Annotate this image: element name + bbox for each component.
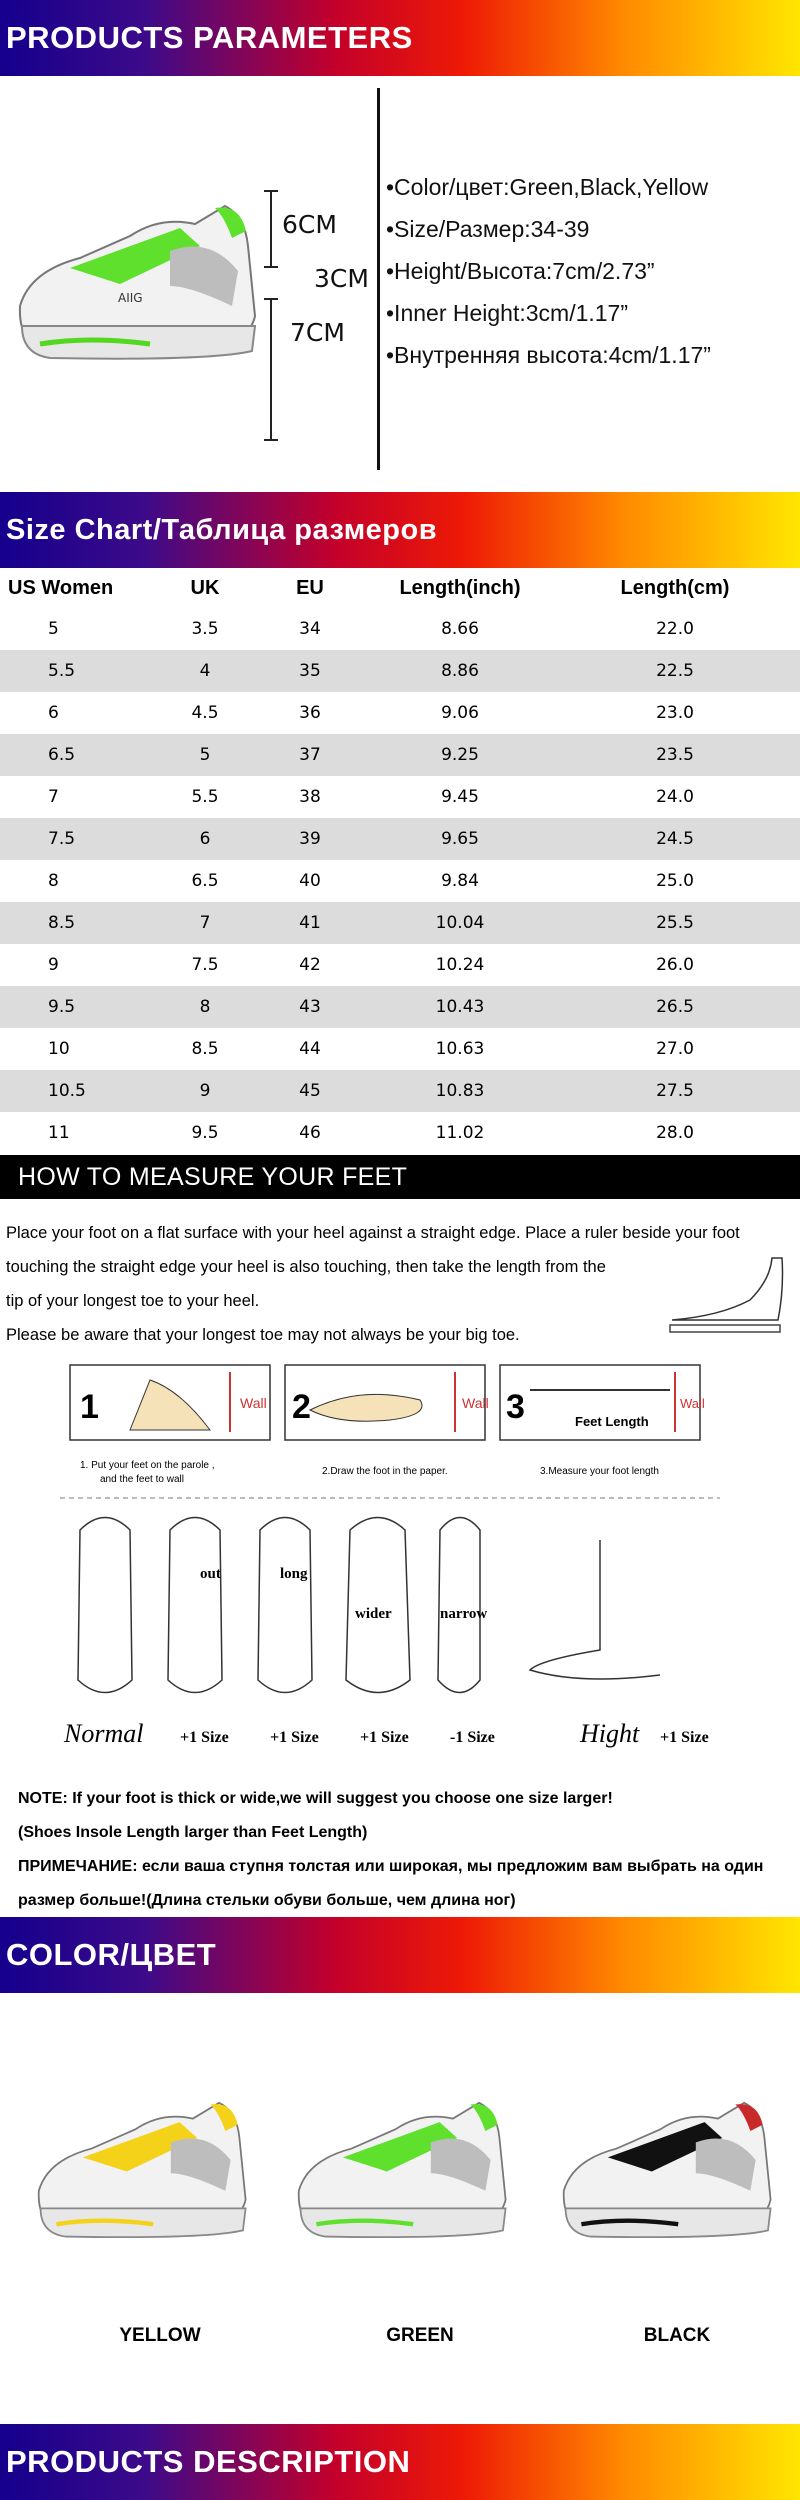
step-2-number: 2 <box>292 1388 311 1426</box>
size-chart-table <box>0 568 800 1154</box>
foot-label-narrow: narrow <box>440 1606 488 1622</box>
step-1-tag: Wall <box>240 1395 267 1411</box>
cell-length-cm: 25.5 <box>656 913 694 933</box>
cell-eu: 43 <box>299 997 321 1017</box>
cell-uk: 9 <box>199 1081 211 1101</box>
cell-length-inch: 11.02 <box>435 1123 485 1143</box>
cell-eu: 44 <box>299 1039 321 1059</box>
cell-length-cm: 26.0 <box>656 955 694 975</box>
banner-title: COLOR/ЦВЕТ <box>6 1937 217 1972</box>
cell-us: 7 <box>48 787 59 807</box>
banner-size-chart <box>0 492 800 568</box>
label-size-3: +1 Size <box>360 1729 409 1746</box>
banner-title: PRODUCTS DESCRIPTION <box>6 2444 411 2479</box>
table-row <box>0 1070 800 1112</box>
cell-us: 6 <box>48 703 59 723</box>
cell-length-cm: 24.5 <box>656 829 694 849</box>
label-normal: Normal <box>64 1719 144 1748</box>
product-shoe-image <box>10 176 260 366</box>
step-3-tag: Wall <box>680 1396 705 1411</box>
dim-upper-height: 6CM <box>282 210 337 239</box>
step-2-tag: Wall <box>462 1395 489 1411</box>
note-ru: ПРИМЕЧАНИЕ: если ваша ступня толстая или широкая, мы предложим вам выбрать на один <box>18 1858 764 1875</box>
table-row <box>0 986 800 1028</box>
params-section <box>0 76 800 492</box>
banner-description <box>0 2424 800 2500</box>
note-en-2: (Shoes Insole Length larger than Feet Length) <box>18 1824 368 1841</box>
header-length-inch: Length(inch) <box>399 576 521 599</box>
cell-eu: 38 <box>299 787 321 807</box>
divider <box>377 88 380 470</box>
cell-length-inch: 8.86 <box>441 661 479 681</box>
cell-length-cm: 24.0 <box>656 787 694 807</box>
cell-length-inch: 10.24 <box>435 955 485 975</box>
cell-length-cm: 28.0 <box>656 1123 694 1143</box>
cell-us: 5 <box>48 619 59 639</box>
cell-eu: 40 <box>299 871 321 891</box>
step-2-caption: 2.Draw the foot in the paper. <box>322 1466 448 1477</box>
ruler-foot-icon <box>660 1250 795 1340</box>
cell-length-inch: 10.63 <box>435 1039 485 1059</box>
header-us: US Women <box>8 576 114 599</box>
cell-length-inch: 9.45 <box>441 787 479 807</box>
label-high: Hight <box>580 1719 640 1748</box>
table-row <box>0 608 800 650</box>
cell-us: 10 <box>48 1039 70 1059</box>
cell-uk: 6 <box>199 829 211 849</box>
cell-eu: 37 <box>299 745 321 765</box>
cell-uk: 7 <box>199 913 211 933</box>
table-row <box>0 734 800 776</box>
spec-size: •Size/Размер:34-39 <box>386 216 590 242</box>
banner-params <box>0 0 800 76</box>
step-1-number: 1 <box>80 1388 99 1426</box>
cell-length-cm: 26.5 <box>656 997 694 1017</box>
measure-line-3: tip of your longest toe to your heel. <box>6 1292 260 1310</box>
table-row <box>0 818 800 860</box>
color-label-yellow: YELLOW <box>119 2325 201 2346</box>
cell-us: 9 <box>48 955 59 975</box>
color-label-green: GREEN <box>386 2325 454 2346</box>
cell-uk: 5.5 <box>191 787 219 807</box>
step-3-caption: 3.Measure your foot length <box>540 1466 659 1477</box>
cell-eu: 45 <box>299 1081 321 1101</box>
step-1-caption: 1. Put your feet on the parole , <box>80 1460 215 1471</box>
cell-us: 8 <box>48 871 59 891</box>
cell-uk: 8 <box>199 997 211 1017</box>
cell-length-cm: 27.0 <box>656 1039 694 1059</box>
cell-us: 10.5 <box>48 1081 86 1101</box>
cell-eu: 35 <box>299 661 321 681</box>
cell-length-cm: 27.5 <box>656 1081 694 1101</box>
label-size-5: +1 Size <box>660 1729 709 1746</box>
spec-inner-height-ru: •Внутренняя высота:4cm/1.17” <box>386 342 711 368</box>
table-row <box>0 860 800 902</box>
header-eu: EU <box>296 576 324 599</box>
cell-us: 8.5 <box>48 913 76 933</box>
cell-length-cm: 22.5 <box>656 661 694 681</box>
measure-line-2: touching the straight edge your heel is also touching, then take the length from the <box>6 1258 606 1276</box>
step-1-caption-2: and the feet to wall <box>100 1474 184 1485</box>
cell-us: 7.5 <box>48 829 76 849</box>
shoe-green-image <box>290 2060 510 2260</box>
svg-text:AIIG: AIIG <box>118 291 143 305</box>
cell-eu: 34 <box>299 619 321 639</box>
cell-us: 6.5 <box>48 745 76 765</box>
table-row <box>0 650 800 692</box>
table-row <box>0 902 800 944</box>
cell-uk: 4.5 <box>191 703 219 723</box>
foot-label-out: out <box>200 1566 221 1582</box>
cell-us: 5.5 <box>48 661 76 681</box>
cell-length-inch: 8.66 <box>441 619 479 639</box>
cell-uk: 8.5 <box>191 1039 219 1059</box>
shoe-yellow-image <box>30 2060 250 2260</box>
measure-line-1: Place your foot on a flat surface with your heel against a straight edge. Place a ruler beside your foot <box>6 1224 740 1242</box>
cell-eu: 46 <box>299 1123 321 1143</box>
table-header <box>0 568 800 608</box>
cell-length-inch: 9.06 <box>441 703 479 723</box>
note-ru-2: размер больше!(Длина стельки обуви больше, чем длина ног) <box>18 1892 516 1909</box>
banner-title: Size Chart/Таблица размеров <box>6 513 438 546</box>
cell-length-inch: 9.84 <box>441 871 479 891</box>
table-row <box>0 944 800 986</box>
spec-height: •Height/Высота:7cm/2.73” <box>386 258 655 284</box>
spec-color: •Color/цвет:Green,Black,Yellow <box>386 174 709 200</box>
cell-uk: 9.5 <box>191 1123 219 1143</box>
cell-length-cm: 22.0 <box>656 619 694 639</box>
dim-sole-height: 7CM <box>290 318 345 347</box>
spec-inner-height: •Inner Height:3cm/1.17” <box>386 300 629 326</box>
table-row <box>0 1028 800 1070</box>
measure-heading <box>0 1155 800 1199</box>
cell-length-inch: 9.65 <box>441 829 479 849</box>
dim-inner-height: 3CM <box>314 264 369 293</box>
cell-uk: 3.5 <box>191 619 219 639</box>
label-size-4: -1 Size <box>450 1729 495 1746</box>
step-3-extra: Feet Length <box>575 1414 649 1429</box>
table-row <box>0 776 800 818</box>
foot-label-long: long <box>280 1566 308 1582</box>
cell-eu: 42 <box>299 955 321 975</box>
step-2-panel <box>285 1365 485 1440</box>
cell-uk: 5 <box>199 745 211 765</box>
cell-eu: 41 <box>299 913 321 933</box>
cell-uk: 6.5 <box>191 871 219 891</box>
cell-length-inch: 10.83 <box>435 1081 485 1101</box>
cell-uk: 4 <box>199 661 211 681</box>
cell-eu: 36 <box>299 703 321 723</box>
label-size-2: +1 Size <box>270 1729 319 1746</box>
measure-illustration <box>60 1360 720 1760</box>
cell-length-cm: 23.0 <box>656 703 694 723</box>
note-en: NOTE: If your foot is thick or wide,we will suggest you choose one size larger! <box>18 1790 613 1807</box>
cell-eu: 39 <box>299 829 321 849</box>
measure-line-4: Please be aware that your longest toe may not always be your big toe. <box>6 1326 520 1344</box>
measure-title: HOW TO MEASURE YOUR FEET <box>18 1162 408 1191</box>
banner-color <box>0 1917 800 1993</box>
table-row <box>0 1112 800 1154</box>
cell-length-inch: 10.04 <box>435 913 485 933</box>
cell-length-cm: 25.0 <box>656 871 694 891</box>
foot-label-wider: wider <box>355 1606 392 1622</box>
foot-outlines <box>78 1518 660 1693</box>
cell-length-inch: 10.43 <box>435 997 485 1017</box>
cell-length-cm: 23.5 <box>656 745 694 765</box>
step-3-number: 3 <box>506 1388 525 1426</box>
label-size-1: +1 Size <box>180 1729 229 1746</box>
cell-us: 9.5 <box>48 997 76 1017</box>
color-label-black: BLACK <box>643 2325 711 2346</box>
table-row <box>0 692 800 734</box>
banner-title: PRODUCTS PARAMETERS <box>6 20 413 55</box>
cell-length-inch: 9.25 <box>441 745 479 765</box>
header-uk: UK <box>190 576 220 599</box>
shoe-black-image <box>555 2060 775 2260</box>
cell-uk: 7.5 <box>191 955 219 975</box>
cell-us: 11 <box>48 1123 70 1143</box>
header-length-cm: Length(cm) <box>620 576 730 599</box>
